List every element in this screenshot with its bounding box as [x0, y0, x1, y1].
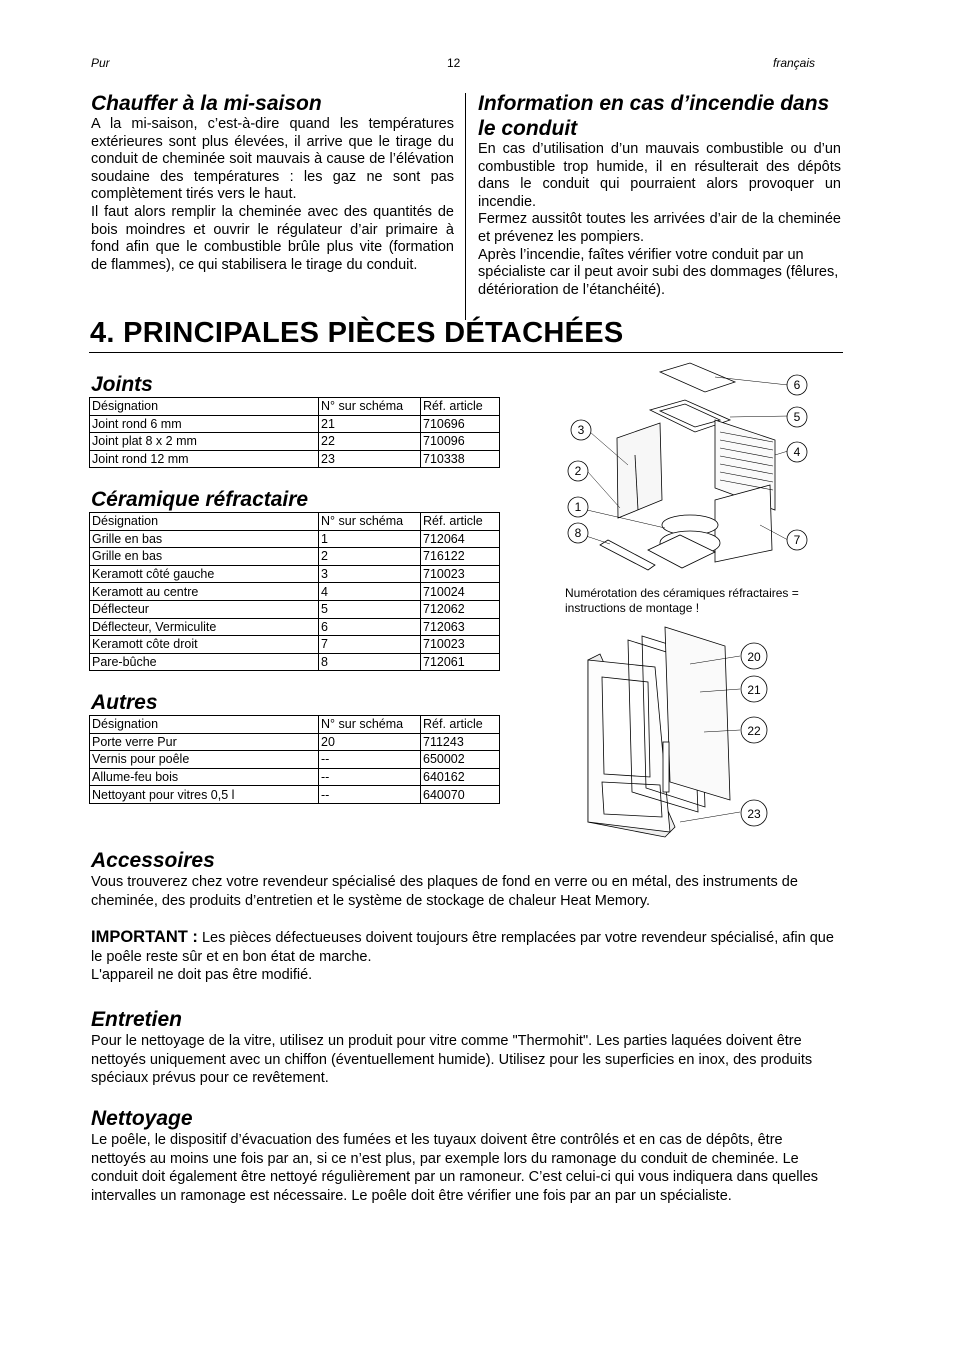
cell-ref-article: 710023: [421, 565, 500, 583]
callout-number: 3: [577, 423, 585, 437]
header-left: Pur: [91, 56, 110, 70]
cell-designation: Vernis pour poêle: [90, 751, 319, 769]
cell-schema-number: 4: [319, 583, 421, 601]
table-row: [90, 618, 500, 636]
door-exploded-diagram: [580, 622, 780, 847]
nettoyage-section: [91, 1106, 841, 1205]
fire-info-para1: En cas d’utilisation d’un mauvais combustible ou d’un combustible trop humide, il en résulterait des dépôts dans le conduit qui pourraient alors provoquer un incendie.: [478, 141, 841, 210]
callout-number: 22: [747, 724, 761, 738]
accessoires-section: [91, 848, 841, 985]
joints-block: [91, 372, 500, 468]
header-right: français: [773, 56, 816, 70]
mid-season-para2: Il faut alors remplir la cheminée avec des quantités de bois moindres et ouvrir le régulateur d’air primaire à fond afin que le combustible brûle plus vite (formation de flammes), ce qui stabilisera le tirage du conduit.: [91, 203, 454, 273]
ceramic-exploded-diagram: [560, 360, 820, 585]
table-row: [90, 786, 500, 804]
callout-number: 5: [793, 410, 801, 424]
table-header-row: [90, 513, 500, 531]
cell-ref-article: 640162: [421, 768, 500, 786]
cell-designation: Déflecteur, Vermiculite: [90, 618, 319, 636]
important-text: Les pièces défectueuses doivent toujours être remplacées par votre revendeur spécialisé, afin que le poêle reste sûr et en bon état de marche.: [91, 930, 834, 965]
cell-schema-number: 23: [319, 450, 421, 468]
cell-ref-article: Réf. article: [421, 716, 500, 734]
cell-ref-article: 712062: [421, 600, 500, 618]
table-row: [90, 733, 500, 751]
cell-schema-number: 21: [319, 415, 421, 433]
cell-designation: Nettoyant pour vitres 0,5 l: [90, 786, 319, 804]
table-row: [90, 433, 500, 451]
header-designation: Désignation: [90, 398, 319, 416]
cell-designation: Joint rond 6 mm: [90, 415, 319, 433]
table-row: [90, 415, 500, 433]
door-callouts: [741, 643, 767, 826]
cell-designation: Pare-bûche: [90, 653, 319, 671]
cell-designation: Porte verre Pur: [90, 733, 319, 751]
cell-designation: Désignation: [90, 716, 319, 734]
cell-ref-article: 710696: [421, 415, 500, 433]
callout-number: 6: [793, 378, 801, 392]
page-number: 12: [447, 56, 461, 70]
cell-designation: Joint plat 8 x 2 mm: [90, 433, 319, 451]
table-header-row: [90, 398, 500, 416]
cell-designation: Déflecteur: [90, 600, 319, 618]
table-header-row: [90, 716, 500, 734]
cell-designation: Grille en bas: [90, 548, 319, 566]
cell-schema-number: --: [319, 768, 421, 786]
cell-schema-number: 1: [319, 530, 421, 548]
cell-designation: Joint rond 12 mm: [90, 450, 319, 468]
table-row: [90, 565, 500, 583]
cell-schema-number: 5: [319, 600, 421, 618]
callout-number: 20: [747, 650, 761, 664]
table-row: [90, 583, 500, 601]
cell-ref-article: 710024: [421, 583, 500, 601]
cell-designation: Keramott au centre: [90, 583, 319, 601]
callout-number: 23: [747, 807, 761, 821]
accessoires-title: Accessoires: [91, 849, 215, 872]
cell-schema-number: N° sur schéma: [319, 513, 421, 531]
cell-schema-number: 3: [319, 565, 421, 583]
column-divider: [465, 93, 466, 320]
cell-ref-article: 710096: [421, 433, 500, 451]
cell-ref-article: 712063: [421, 618, 500, 636]
fire-info-para3: Après l’incendie, faîtes vérifier votre conduit par un spécialiste car il peut avoir subi des dommages (fêlures, détérioration de l’étanchéité).: [478, 246, 839, 298]
header-schema: N° sur schéma: [319, 398, 421, 416]
fire-info-para2: Fermez aussitôt toutes les arrivées d’air de la cheminée et prévenez les pompiers.: [478, 211, 841, 245]
ceramique-title: Céramique réfractaire: [91, 488, 309, 511]
cell-ref-article: 712064: [421, 530, 500, 548]
joints-table: [89, 397, 500, 468]
table-row: [90, 548, 500, 566]
section-rule: [89, 352, 843, 353]
cell-schema-number: 2: [319, 548, 421, 566]
autres-title: Autres: [91, 691, 158, 714]
cell-ref-article: 711243: [421, 733, 500, 751]
joints-title: Joints: [91, 373, 153, 396]
cell-schema-number: 8: [319, 653, 421, 671]
cell-schema-number: 20: [319, 733, 421, 751]
cell-ref-article: Réf. article: [421, 513, 500, 531]
table-row: [90, 600, 500, 618]
fire-info-title: Information en cas d’incendie dans le conduit: [478, 92, 830, 140]
callout-number: 1: [574, 500, 582, 514]
cell-ref-article: 640070: [421, 786, 500, 804]
ceramique-table: [89, 512, 500, 671]
entretien-section: [91, 1007, 841, 1088]
cell-ref-article: 710338: [421, 450, 500, 468]
cell-ref-article: 710023: [421, 636, 500, 654]
cell-designation: Keramott côté gauche: [90, 565, 319, 583]
table-row: [90, 530, 500, 548]
cell-schema-number: 22: [319, 433, 421, 451]
cell-ref-article: 650002: [421, 751, 500, 769]
cell-schema-number: 6: [319, 618, 421, 636]
cell-designation: Grille en bas: [90, 530, 319, 548]
callout-number: 4: [793, 445, 801, 459]
callout-number: 7: [793, 533, 801, 547]
section-title: 4. PRINCIPALES PIÈCES DÉTACHÉES: [90, 317, 624, 349]
important-note: [91, 928, 841, 966]
cell-designation: Allume-feu bois: [90, 768, 319, 786]
autres-block: [91, 690, 500, 804]
table-row: [90, 751, 500, 769]
cell-schema-number: 7: [319, 636, 421, 654]
nettoyage-title: Nettoyage: [91, 1107, 193, 1130]
modification-note: L'appareil ne doit pas être modifié.: [91, 967, 313, 984]
header-ref: Réf. article: [421, 398, 500, 416]
cell-designation: Keramott côte droit: [90, 636, 319, 654]
mid-season-section: [91, 91, 454, 274]
table-row: [90, 636, 500, 654]
accessoires-text: Vous trouverez chez votre revendeur spécialisé des plaques de fond en verre ou en métal, des instruments de cheminée, des produits d’entretien et le système de stockage de chaleur Heat Memory.: [91, 874, 798, 909]
cell-schema-number: --: [319, 751, 421, 769]
fire-info-section: [478, 91, 841, 299]
nettoyage-text: Le poêle, le dispositif d’évacuation des fumées et les tuyaux doivent être contrôlés et en cas de dépôts, être nettoyés au moins une fois par an, si ce n’est plus, par exemple lors du ramonage du conduit de cheminée. Le conduit doit également être nettoyé régulièrement par un ramoneur. C’est celui-ci qui vous indiquera dans quelles intervalles un ramonage est nécessaire. Le poêle doit être vérifier une fois par an par un spécialiste.: [91, 1132, 819, 1204]
autres-table: [89, 715, 500, 804]
table-row: [90, 768, 500, 786]
mid-season-title: Chauffer à la mi-saison: [91, 92, 322, 115]
ceramique-block: [91, 487, 500, 671]
cell-designation: Désignation: [90, 513, 319, 531]
callout-number: 8: [574, 526, 582, 540]
cell-schema-number: N° sur schéma: [319, 716, 421, 734]
callout-number: 2: [574, 464, 582, 478]
table-row: [90, 653, 500, 671]
table-row: [90, 450, 500, 468]
cell-ref-article: 716122: [421, 548, 500, 566]
important-label: IMPORTANT :: [91, 928, 198, 947]
cell-ref-article: 712061: [421, 653, 500, 671]
mid-season-para1: A la mi-saison, c’est-à-dire quand les températures extérieures sont plus élevées, il arrive que le tirage du conduit de cheminée soit mauvais à cause de l’élévation soudaine des températures : les gaz ne sont pas complètement tirés vers le haut.: [91, 116, 454, 203]
entretien-title: Entretien: [91, 1008, 183, 1031]
cell-schema-number: --: [319, 786, 421, 804]
diagram-caption: Numérotation des céramiques réfractaires = instructions de montage !: [565, 586, 799, 615]
entretien-text: Pour le nettoyage de la vitre, utilisez un produit pour vitre comme "Thermohit". Les parties laquées doivent être nettoyés uniquement avec un chiffon (éventuellement humide). Utilisez pour les superficies en inox, des produits spéciaux prévus pour ce revêtement.: [91, 1033, 813, 1087]
callout-number: 21: [747, 683, 761, 697]
